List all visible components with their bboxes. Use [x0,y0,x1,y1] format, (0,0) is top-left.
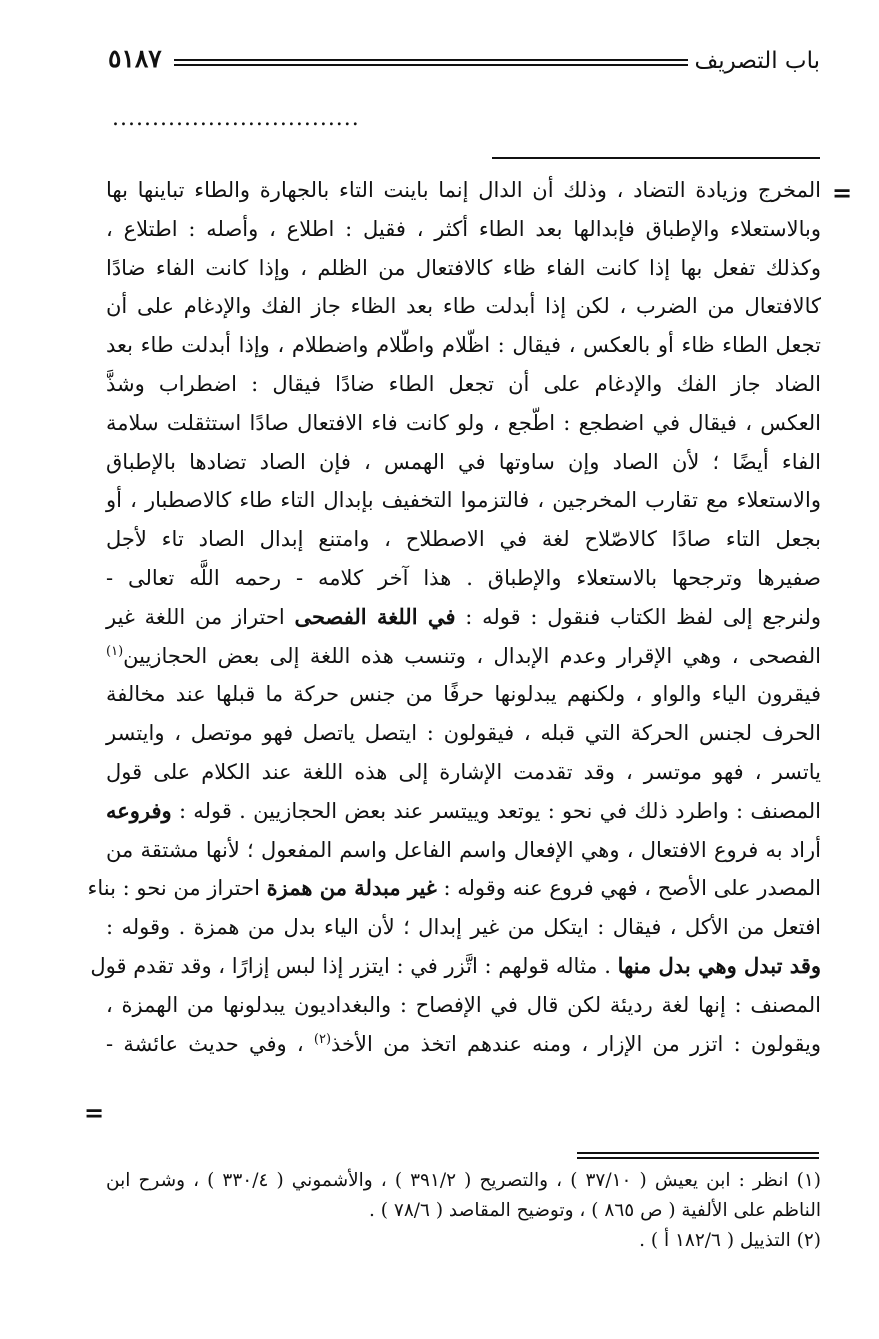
text-line [106,559,821,598]
header-double-rule [174,59,688,66]
text-line [106,792,821,831]
line-text: كالافتعال من الضرب ، لكن إذا أبدلت طاء بعد الظاء جاز الفك والإدغام على أن [106,294,821,319]
text-line [106,404,821,443]
line-text: الفاء أيضًا ؛ لأن الصاد وإن ساوتها في الهمس ، فإن الصاد تضادها بالإطباق [106,449,821,474]
footnotes [106,1166,821,1256]
line-text: . مثاله قولهم : اتَّزر في : ايتزر إذا لبس إزارًا ، وقد تقدم قول [90,953,618,978]
line-text: ياتسر ، فهو موتسر ، وقد تقدمت الإشارة إلى هذه اللغة عند الكلام على قول [106,759,821,784]
line-text: احتراز من اللغة غير [106,604,295,629]
line-text: وكذلك تفعل بها إذا كانت الفاء ظاء كالافتعال من الظلم ، وإذا كانت الفاء ضادًا [106,255,821,280]
line-text: احتراز من نحو : بناء [87,876,267,901]
text-line [106,443,821,482]
line-text: ولنرجع إلى لفظ الكتاب فنقول : قوله : [455,604,821,629]
line-text: الفصحى ، وهي الإقرار وعدم الإبدال ، وتنسب هذه اللغة إلى بعض الحجازيين [123,643,821,668]
line-text: ، وفي حديث عائشة - [106,1031,314,1056]
line-text: المصنف : واطرد ذلك في نحو : يوتعد وييتسر عند بعض الحجازيين . قوله : [171,798,821,823]
text-line [106,481,821,520]
text-line [106,986,821,1025]
text-line [106,831,821,870]
line-text: المخرج وزيادة التضاد ، وذلك أن الدال إنما باينت التاء بالجهارة والطاء تباينها بها [106,178,821,202]
text-line [106,675,821,714]
line-text: الحرف لجنس الحركة التي قبله ، فيقولون : ايتصل ياتصل فهو موتصل ، وايتسر [106,721,821,746]
line-text: والاستعلاء مع تقارب المخرجين ، فالتزموا التخفيف بإبدال التاء طاء كالاصطبار ، أو [106,488,821,513]
continuation-marker-top: = [832,178,853,207]
line-text: العكس ، فيقال في اضطجع : اطّجع ، ولو كانت فاء الافتعال صادًا استثقلت سلامة [106,410,821,435]
text-line [106,1025,821,1064]
text-line [87,869,821,908]
footnote-reference: (١) [106,643,124,659]
footnote-line: الناظم على الألفية ( ص ٨٦٥ ) ، وتوضيح المقاصد ( ٧٨/٦ ) . [369,1200,821,1221]
text-line [106,598,821,637]
line-text: المصدر على الأصح ، فهي فروع عنه وقوله : [436,876,821,901]
line-text: الضاد جاز الفك والإدغام على أن تجعل الطاء ضادًا فيقال : اضطراب وشذَّ [106,371,821,396]
text-line [106,753,821,792]
quoted-phrase: وقد تبدل وهي بدل منها [617,952,821,978]
footnote-line: (١) انظر : ابن يعيش ( ٣٧/١٠ ) ، والتصريح ( ٣٩١/٢ ) ، والأشموني ( ٣٣٠/٤ ) ، وشرح ابن [106,1170,821,1191]
text-line [106,365,821,404]
quoted-phrase: وفروعه [106,797,172,823]
footnote-rule [577,1152,819,1159]
line-text: بجعل التاء صادًا كالاصّلاح لغة في الاصطلاح ، وامتنع إبدال الصاد تاء لأجل [106,527,821,552]
text-line [106,714,821,753]
continuation-marker-bottom: = [84,1098,105,1127]
text-line [106,249,821,288]
text-line [106,326,821,365]
line-text: أراد به فروع الافتعال ، وهي الإفعال واسم الفاعل واسم المفعول ؛ لأنها مشتقة من [106,837,821,862]
footnote-reference: (٢) [313,1031,332,1047]
text-line [106,908,821,947]
text-line [106,520,821,559]
text-line [106,637,821,676]
text-line [106,287,821,326]
line-text: تجعل الطاء ظاء أو بالعكس ، فيقال : اظّلام واطّلام واضطلام ، وإذا أبدلت طاء بعد [106,333,821,358]
line-text: ويقولون : اتزر من الإزار ، ومنه عندهم اتخذ من الأخذ [331,1031,821,1056]
quoted-phrase: غير مبدلة من همزة [266,875,437,901]
footnote-line: (٢) التذييل ( ١٨٢/٦ أ ) . [639,1230,821,1251]
running-header [108,44,820,84]
dotted-separator: ............................... [112,106,360,131]
text-line [106,171,821,210]
line-text: المصنف : إنها لغة رديئة لكن قال في الإفصاح : والبغداديون يبدلونها من الهمزة ، [106,992,821,1017]
page-number: ٥١٨٧ [108,44,162,73]
line-text: فيقرون الياء والواو ، ولكنهم يبدلونها حرفًا من جنس حركة ما قبلها عند مخالفة [106,682,821,707]
quoted-phrase: في اللغة الفصحى [294,603,456,629]
line-text: افتعل من الأكل ، فيقال : ايتكل من غير إبدال ؛ لأن الياء بدل من همزة . وقوله : [106,915,821,940]
text-line [90,947,821,986]
chapter-title: باب التصريف [694,48,820,74]
line-text: صفيرها وترجحها بالاستعلاء والإطباق . هذا آخر كلامه - رحمه اللَّه تعالى - [106,565,821,590]
text-line [106,210,821,249]
line-text: وبالاستعلاء والإطباق فإبدالها بعد الطاء أكثر ، فقيل : اطلاع ، وأصله : اطتلاع ، [106,216,821,241]
main-text [87,171,821,1063]
top-rule [492,157,820,159]
